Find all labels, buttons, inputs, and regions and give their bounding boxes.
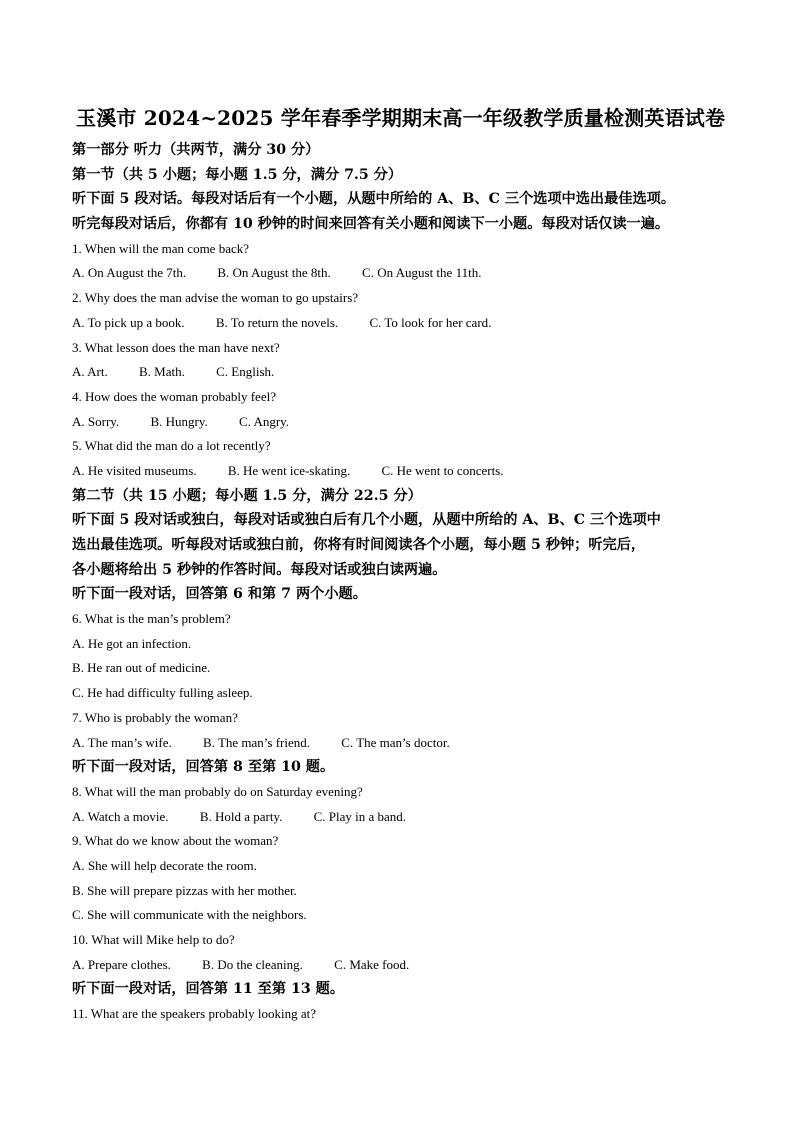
group3-heading: 听下面一段对话，回答第 11 至第 13 题。 — [72, 981, 345, 998]
question-10-options — [72, 953, 732, 978]
section1-heading: 第一节（共 5 小题；每小题 1.5 分，满分 7.5 分） — [72, 166, 403, 183]
section2-heading: 第二节（共 15 小题；每小题 1.5 分，满分 22.5 分） — [72, 487, 422, 504]
option-c: C. On August the 11th. — [362, 265, 482, 281]
section1-instruction-line1: 听下面 5 段对话。每段对话后有一个小题，从题中所给的 A、B、C 三个选项中选出最佳选项。 — [72, 191, 676, 208]
option-a: A. Watch a movie. — [72, 808, 169, 824]
group1-heading: 听下面一段对话，回答第 6 和第 7 两个小题。 — [72, 586, 367, 603]
question-6-option-c: C. He had difficulty fulling asleep. — [72, 685, 253, 701]
question-6-option-a: A. He got an infection. — [72, 635, 192, 651]
question-2: 2. Why does the man advise the woman to go upstairs? — [72, 290, 359, 306]
option-c: C. Make food. — [334, 956, 410, 972]
option-c: C. Angry. — [238, 413, 290, 429]
question-5: 5. What did the man do a lot recently? — [72, 438, 271, 454]
section2-instruction-line3: 各小题将给出 5 秒钟的作答时间。每段对话或独白读两遍。 — [72, 561, 447, 578]
option-c: C. He went to concerts. — [381, 462, 504, 478]
question-1-options — [72, 261, 732, 286]
section2-instruction-line2: 选出最佳选项。听每段对话或独白前，你将有时间阅读各个小题，每小题 5 秒钟；听完后， — [72, 537, 646, 553]
question-5-options — [72, 459, 732, 484]
part1-heading: 第一部分 听力（共两节，满分 30 分） — [72, 142, 320, 158]
question-9: 9. What do we know about the woman? — [72, 833, 279, 849]
option-b: B. Do the cleaning. — [202, 956, 303, 972]
question-7: 7. Who is probably the woman? — [72, 709, 238, 725]
option-b: B. He went ice-skating. — [227, 462, 351, 478]
question-4-options — [72, 410, 732, 435]
exam-title: 玉溪市 2024~2025 学年春季学期期末高一年级教学质量检测英语试卷 — [76, 106, 726, 130]
question-7-options — [72, 731, 732, 756]
option-c: C. Play in a band. — [313, 808, 407, 824]
option-a: A. To pick up a book. — [72, 314, 185, 330]
question-9-option-c: C. She will communicate with the neighbors. — [72, 907, 307, 923]
option-c: C. To look for her card. — [369, 314, 492, 330]
exam-page — [72, 104, 732, 1027]
question-4: 4. How does the woman probably feel? — [72, 388, 276, 404]
option-a: A. Sorry. — [72, 413, 120, 429]
option-b: B. The man’s friend. — [203, 734, 311, 750]
question-9-option-b: B. She will prepare pizzas with her mother. — [72, 882, 297, 898]
option-a: A. On August the 7th. — [72, 265, 187, 281]
question-9-option-a: A. She will help decorate the room. — [72, 857, 257, 873]
option-c: C. English. — [216, 364, 275, 380]
option-a: A. The man’s wife. — [72, 734, 172, 750]
question-8: 8. What will the man probably do on Saturday evening? — [72, 783, 363, 799]
question-11: 11. What are the speakers probably looking at? — [72, 1006, 317, 1022]
option-b: B. Math. — [139, 364, 185, 380]
question-8-options — [72, 805, 732, 830]
option-a: A. Prepare clothes. — [72, 956, 171, 972]
section1-instruction-line2: 听完每段对话后，你都有 10 秒钟的时间来回答有关小题和阅读下一小题。每段对话仅读一遍。 — [72, 216, 670, 233]
question-3: 3. What lesson does the man have next? — [72, 339, 280, 355]
option-b: B. To return the novels. — [215, 314, 339, 330]
option-a: A. He visited museums. — [72, 462, 197, 478]
question-1: 1. When will the man come back? — [72, 240, 250, 256]
option-b: B. On August the 8th. — [217, 265, 331, 281]
question-10: 10. What will Mike help to do? — [72, 932, 235, 947]
question-6: 6. What is the man’s problem? — [72, 611, 231, 627]
option-c: C. The man’s doctor. — [341, 734, 450, 750]
question-3-options — [72, 360, 732, 385]
section2-instruction-line1: 听下面 5 段对话或独白，每段对话或独白后有几个小题，从题中所给的 A、B、C 三个选项中 — [72, 512, 661, 529]
option-b: B. Hold a party. — [199, 808, 283, 824]
option-b: B. Hungry. — [150, 413, 208, 429]
question-2-options — [72, 311, 732, 336]
option-a: A. Art. — [72, 364, 108, 380]
question-6-option-b: B. He ran out of medicine. — [72, 660, 211, 676]
group2-heading: 听下面一段对话，回答第 8 至第 10 题。 — [72, 759, 335, 776]
